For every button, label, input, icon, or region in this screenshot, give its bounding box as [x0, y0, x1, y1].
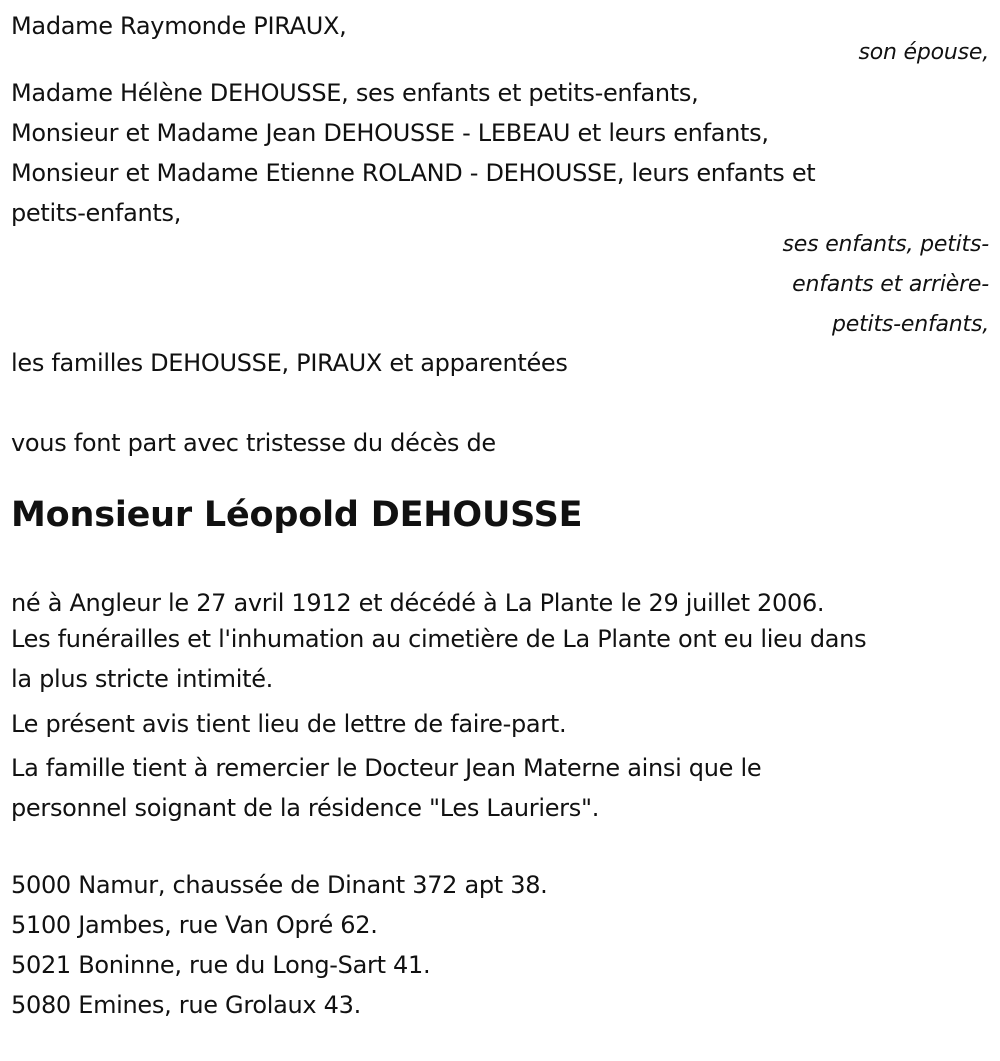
- child-line-1: Madame Hélène DEHOUSSE, ses enfants et petits-enfants,: [11, 79, 699, 107]
- child-line-4: petits-enfants,: [11, 199, 182, 227]
- deceased-name: Monsieur Léopold DEHOUSSE: [11, 495, 583, 535]
- spouse-role: son épouse,: [858, 40, 989, 65]
- funeral-line-2: la plus stricte intimité.: [11, 665, 274, 693]
- address-3: 5021 Boninne, rue du Long-Sart 41.: [11, 951, 431, 979]
- obituary-notice: [11, 0, 989, 1025]
- spouse-name: Madame Raymonde PIRAUX,: [11, 12, 347, 40]
- notice-line: Le présent avis tient lieu de lettre de faire-part.: [11, 710, 567, 738]
- thanks-line-1: La famille tient à remercier le Docteur Jean Materne ainsi que le: [11, 754, 762, 782]
- funeral-line-1: Les funérailles et l'inhumation au cimetière de La Plante ont eu lieu dans: [11, 625, 867, 653]
- children-role-1: ses enfants, petits-: [782, 232, 989, 257]
- families-line: les familles DEHOUSSE, PIRAUX et apparentées: [11, 349, 568, 377]
- address-4: 5080 Emines, rue Grolaux 43.: [11, 991, 361, 1019]
- address-1: 5000 Namur, chaussée de Dinant 372 apt 38.: [11, 871, 548, 899]
- child-line-3: Monsieur et Madame Etienne ROLAND - DEHOUSSE, leurs enfants et: [11, 159, 816, 187]
- birth-death: né à Angleur le 27 avril 1912 et décédé à La Plante le 29 juillet 2006.: [11, 589, 825, 617]
- address-2: 5100 Jambes, rue Van Opré 62.: [11, 911, 378, 939]
- thanks-line-2: personnel soignant de la résidence "Les Lauriers".: [11, 794, 600, 822]
- announcement: vous font part avec tristesse du décès de: [11, 429, 496, 457]
- children-role-3: petits-enfants,: [832, 312, 989, 337]
- child-line-2: Monsieur et Madame Jean DEHOUSSE - LEBEAU et leurs enfants,: [11, 119, 769, 147]
- children-role-2: enfants et arrière-: [792, 272, 989, 297]
